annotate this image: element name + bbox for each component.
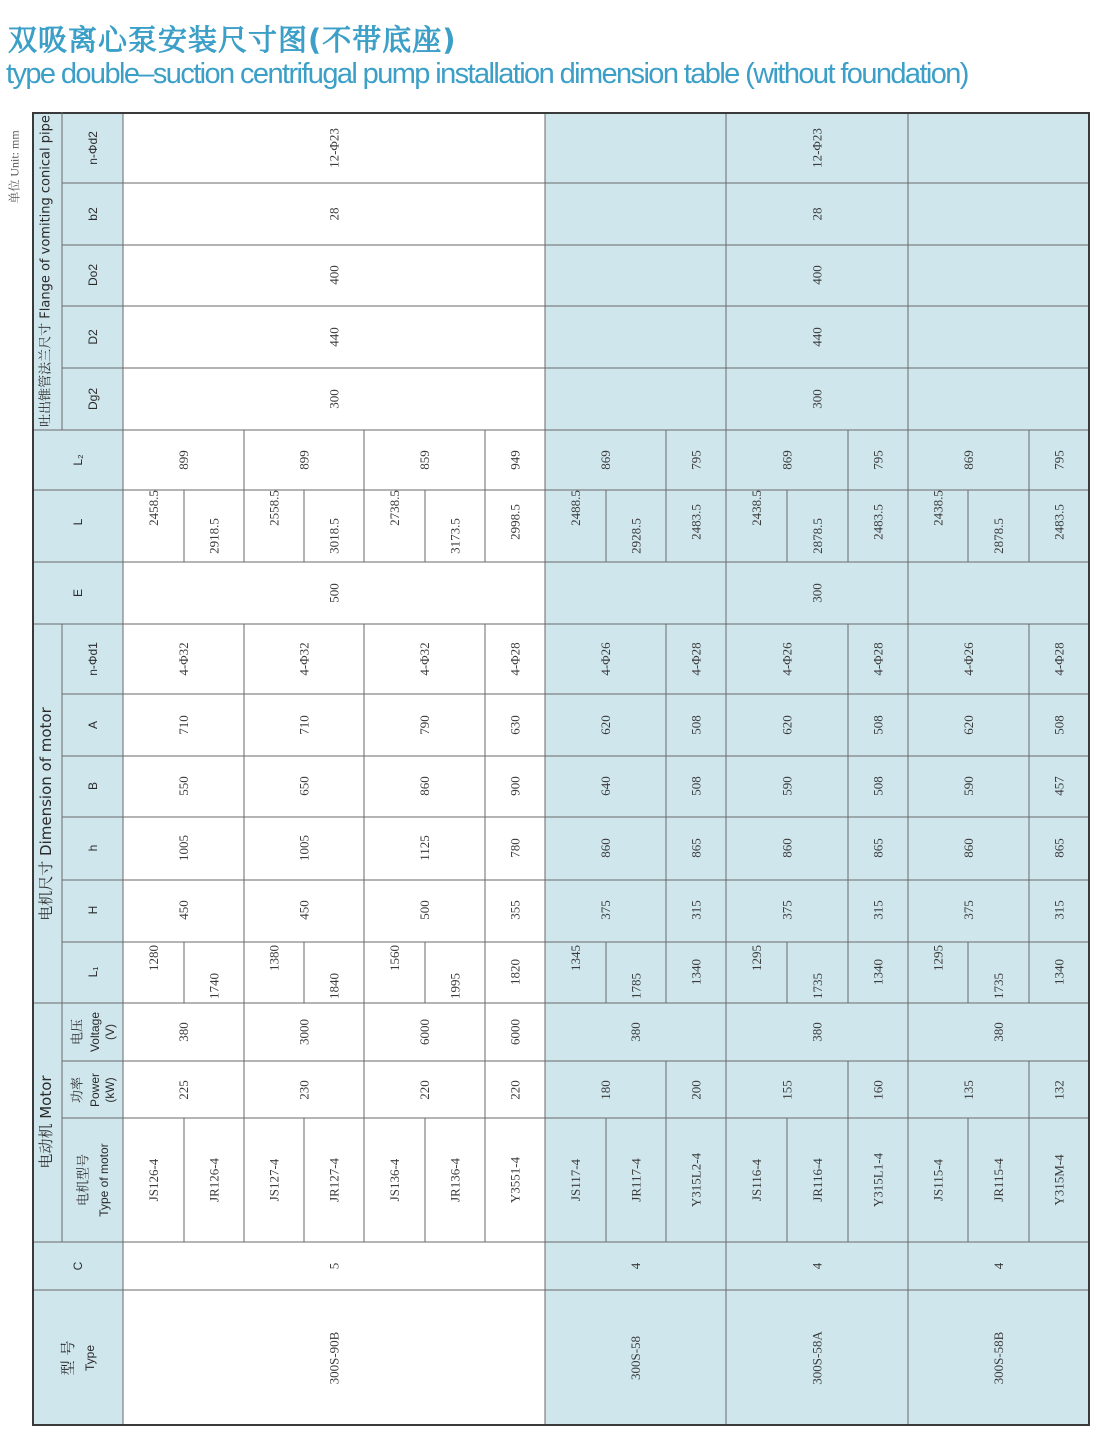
a-value: 630 xyxy=(507,715,523,735)
n-d1-value: 4-Φ28 xyxy=(1051,642,1067,676)
l1-value: 1340 xyxy=(1051,959,1067,985)
flange-group-header: 吐出锥管法兰尺寸 Flange of vomiting conical pipe xyxy=(38,115,54,427)
l2-value: 859 xyxy=(417,450,432,470)
n-d2-value-lower: 12-Φ23 xyxy=(809,128,825,168)
motor-model: Y315L1-4 xyxy=(870,1152,886,1208)
h-value: 315 xyxy=(688,900,704,920)
power-value: 180 xyxy=(598,1080,613,1100)
l1-value: 1345 xyxy=(568,945,583,971)
l1-value: 1840 xyxy=(326,973,342,999)
l2-value: 899 xyxy=(176,450,191,470)
header-voltage-cn: 电压 xyxy=(70,1018,86,1046)
motor-model: JR116-4 xyxy=(810,1158,825,1202)
a-value: 508 xyxy=(1051,715,1067,735)
motor-model: JR136-4 xyxy=(447,1157,463,1203)
a-value: 620 xyxy=(961,715,976,735)
motor-model: JS136-4 xyxy=(387,1158,402,1202)
l1-value: 1995 xyxy=(447,973,463,999)
motor-model: Y315L2-4 xyxy=(688,1152,704,1208)
header-motor-type-cn: 电机型号 xyxy=(76,1153,92,1207)
header-l: L xyxy=(71,518,85,526)
lower-groups-bg xyxy=(545,112,1089,1426)
voltage-value: 6000 xyxy=(507,1019,523,1045)
h-value: 355 xyxy=(507,900,523,920)
motor-model: JR127-4 xyxy=(326,1157,342,1203)
header-b2: b2 xyxy=(86,207,100,221)
dg2-value-lower: 300 xyxy=(809,389,825,409)
l1-value: 1340 xyxy=(870,959,886,985)
l1-value: 1560 xyxy=(387,945,402,971)
pump-type-300s-58b: 300S-58B xyxy=(991,1331,1006,1385)
a-value: 620 xyxy=(779,715,795,735)
b-value: 590 xyxy=(961,776,976,796)
voltage-value: 380 xyxy=(991,1022,1006,1042)
n-d1-value: 4-Φ28 xyxy=(870,642,886,676)
n-d1-value: 4-Φ26 xyxy=(598,642,613,676)
header-h: H xyxy=(86,905,100,915)
c-value: 4 xyxy=(991,1262,1006,1270)
b-value: 900 xyxy=(507,776,523,796)
h-small-value: 865 xyxy=(688,838,704,858)
d2-value-upper: 440 xyxy=(326,327,342,347)
voltage-value: 6000 xyxy=(417,1019,432,1045)
header-dg2: Dg2 xyxy=(86,387,100,411)
h-small-value: 780 xyxy=(507,838,523,858)
h-small-value: 1005 xyxy=(176,835,191,861)
power-value: 160 xyxy=(870,1080,886,1100)
b-value: 650 xyxy=(296,776,312,796)
l1-value: 1380 xyxy=(266,945,282,971)
l-value: 3018.5 xyxy=(326,518,342,554)
motor-model: Y3551-4 xyxy=(507,1156,523,1204)
l1-value: 1735 xyxy=(991,973,1006,999)
n-d1-value: 4-Φ28 xyxy=(507,642,523,676)
h-small-value: 865 xyxy=(870,838,886,858)
l1-value: 1735 xyxy=(810,973,825,999)
n-d1-value: 4-Φ32 xyxy=(176,642,191,676)
motor-model: JS115-4 xyxy=(930,1158,946,1202)
l-value: 2483.5 xyxy=(1051,504,1067,540)
c-value: 5 xyxy=(326,1262,342,1270)
h-value: 500 xyxy=(417,900,432,920)
header-a: A xyxy=(86,720,100,730)
header-power-cn: 功率 xyxy=(70,1076,86,1104)
header-n-d2: n-Φd2 xyxy=(86,131,100,165)
a-value: 710 xyxy=(176,715,191,735)
l2-value: 795 xyxy=(870,450,886,470)
b-value: 550 xyxy=(176,776,191,796)
l-value: 2438.5 xyxy=(749,490,764,526)
header-power-en: Power xyxy=(88,1072,102,1108)
voltage-value: 380 xyxy=(176,1022,191,1042)
motor-model: JS117-4 xyxy=(568,1158,583,1202)
power-value: 155 xyxy=(779,1080,795,1100)
header-l2: L₂ xyxy=(71,454,85,466)
header-d2: D2 xyxy=(86,329,100,345)
header-c: C xyxy=(71,1261,85,1271)
motor-model: JR115-4 xyxy=(991,1158,1006,1202)
l-value: 2878.5 xyxy=(991,518,1006,554)
l1-value: 1740 xyxy=(206,973,222,999)
l2-value: 795 xyxy=(1051,450,1067,470)
header-power-unit: (kW) xyxy=(103,1077,117,1103)
l1-value: 1820 xyxy=(507,959,523,985)
h-value: 375 xyxy=(779,900,795,920)
do2-value-lower: 400 xyxy=(809,265,825,285)
h-small-value: 1125 xyxy=(417,835,432,861)
h-value: 315 xyxy=(1051,900,1067,920)
l1-value: 1295 xyxy=(930,945,946,971)
l2-value: 869 xyxy=(779,450,795,470)
motor-model: Y315M-4 xyxy=(1051,1154,1067,1206)
c-value: 4 xyxy=(809,1262,825,1270)
header-type-cn: 型 号 xyxy=(59,1340,77,1376)
l-value: 3173.5 xyxy=(447,518,463,554)
n-d1-value: 4-Φ28 xyxy=(688,642,704,676)
header-h-small: h xyxy=(86,844,100,852)
header-do2: Do2 xyxy=(86,263,100,287)
l2-value: 795 xyxy=(688,450,704,470)
c-value: 4 xyxy=(628,1262,643,1270)
page-title-en: type double–suction centrifugal pump installation dimension table (without foundation) xyxy=(6,58,968,90)
b-value: 640 xyxy=(598,776,613,796)
a-value: 790 xyxy=(417,715,432,735)
l-value: 2483.5 xyxy=(688,504,704,540)
n-d1-value: 4-Φ32 xyxy=(296,642,312,676)
b-value: 860 xyxy=(417,776,432,796)
a-value: 508 xyxy=(688,715,704,735)
power-value: 132 xyxy=(1051,1080,1067,1100)
a-value: 620 xyxy=(598,715,613,735)
motor-model: JR126-4 xyxy=(206,1157,222,1203)
d2-value-lower: 440 xyxy=(809,327,825,347)
header-voltage-unit: (V) xyxy=(103,1024,117,1040)
header-l1: L₁ xyxy=(86,966,100,978)
n-d1-value: 4-Φ32 xyxy=(417,642,432,676)
motor-model: JS127-4 xyxy=(266,1158,282,1202)
l-value: 2558.5 xyxy=(266,490,282,526)
power-value: 200 xyxy=(688,1080,704,1100)
power-value: 220 xyxy=(507,1080,523,1100)
pump-type-300s-58: 300S-58 xyxy=(628,1335,643,1381)
unit-label: 单位 Unit: mm xyxy=(7,130,22,204)
h-small-value: 860 xyxy=(598,838,613,858)
e-value-upper: 500 xyxy=(326,583,342,603)
pump-type-300s-58a: 300S-58A xyxy=(809,1331,825,1385)
dg2-value-upper: 300 xyxy=(326,389,342,409)
a-value: 710 xyxy=(296,715,312,735)
h-value: 375 xyxy=(961,900,976,920)
motor-model: JS126-4 xyxy=(146,1158,161,1202)
header-motor-type-en: Type of motor xyxy=(97,1143,111,1217)
power-value: 230 xyxy=(296,1080,312,1100)
l-value: 2878.5 xyxy=(810,518,825,554)
l-value: 2438.5 xyxy=(930,490,946,526)
b2-value-upper: 28 xyxy=(326,207,342,221)
h-small-value: 860 xyxy=(779,838,795,858)
b2-value-lower: 28 xyxy=(809,207,825,221)
l1-value: 1295 xyxy=(749,945,764,971)
l-value: 2738.5 xyxy=(387,490,402,526)
header-e: E xyxy=(71,588,85,598)
b-value: 590 xyxy=(779,776,795,796)
do2-value-upper: 400 xyxy=(326,265,342,285)
b-value: 457 xyxy=(1051,776,1067,796)
power-value: 220 xyxy=(417,1080,432,1100)
h-value: 315 xyxy=(870,900,886,920)
h-small-value: 1005 xyxy=(296,835,312,861)
h-value: 375 xyxy=(598,900,613,920)
page-title-cn: 双吸离心泵安装尺寸图(不带底座) xyxy=(8,23,457,57)
power-value: 225 xyxy=(176,1080,191,1100)
l-value: 2928.5 xyxy=(628,518,644,554)
l1-value: 1340 xyxy=(688,959,704,985)
b-value: 508 xyxy=(688,776,704,796)
voltage-value: 380 xyxy=(628,1022,643,1042)
l-value: 2483.5 xyxy=(870,504,886,540)
power-value: 135 xyxy=(961,1080,976,1100)
a-value: 508 xyxy=(870,715,886,735)
motor-dim-group-header: 电机尺寸 Dimension of motor xyxy=(37,707,55,921)
voltage-value: 380 xyxy=(809,1022,825,1042)
l2-value: 899 xyxy=(296,450,312,470)
header-voltage-en: Voltage xyxy=(88,1011,102,1053)
dimension-table xyxy=(32,112,1090,1426)
b-value: 508 xyxy=(870,776,886,796)
e-value-lower: 300 xyxy=(809,583,825,603)
n-d2-value-upper: 12-Φ23 xyxy=(326,128,342,168)
motor-group-header: 电动机 Motor xyxy=(37,1075,55,1169)
l-value: 2488.5 xyxy=(568,490,583,526)
h-value: 450 xyxy=(296,900,312,920)
l-value: 2998.5 xyxy=(507,504,523,540)
l1-value: 1785 xyxy=(628,973,644,999)
l-value: 2918.5 xyxy=(206,518,222,554)
motor-model: JR117-4 xyxy=(628,1158,644,1202)
dimension-table-svg xyxy=(32,112,1090,1426)
l1-value: 1280 xyxy=(146,945,161,971)
h-small-value: 860 xyxy=(961,838,976,858)
voltage-value: 3000 xyxy=(296,1019,312,1045)
header-b: B xyxy=(86,781,100,791)
n-d1-value: 4-Φ26 xyxy=(779,642,795,676)
l2-value: 949 xyxy=(507,450,523,470)
pump-type-300s-90b: 300S-90B xyxy=(326,1331,342,1385)
n-d1-value: 4-Φ26 xyxy=(961,642,976,676)
l2-value: 869 xyxy=(961,450,976,470)
l2-value: 869 xyxy=(598,450,613,470)
l-value: 2458.5 xyxy=(146,490,161,526)
motor-model: JS116-4 xyxy=(749,1158,764,1202)
h-small-value: 865 xyxy=(1051,838,1067,858)
h-value: 450 xyxy=(176,900,191,920)
header-type-en: Type xyxy=(83,1344,97,1372)
header-n-d1: n-Φd1 xyxy=(86,642,100,676)
